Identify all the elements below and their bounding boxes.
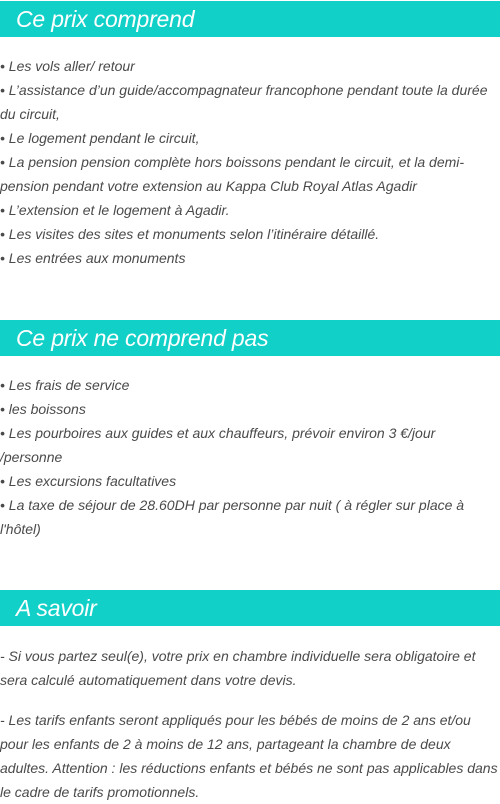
- list-item: • La pension pension complète hors boissons pendant le circuit, et la demi-pension pendant votre extension au Kappa Club Royal Atlas Agadir: [0, 154, 465, 194]
- section-header-a-savoir: [0, 590, 500, 626]
- section-header-not-included: [0, 320, 500, 356]
- paragraph: - Les tarifs enfants seront appliqués pour les bébés de moins de 2 ans et/ou pour les enfants de 2 à moins de 12 ans, partageant la chambre de deux adultes. Attention : les réductions enfants et bébés ne sont pas applicables dans le cadre de tarifs promotionnels.: [0, 712, 498, 800]
- list-item: • Les vols aller/ retour: [0, 58, 135, 74]
- section-title: Ce prix ne comprend pas: [16, 324, 269, 351]
- section-title: Ce prix comprend: [16, 5, 195, 32]
- a-savoir-note-solo: [0, 644, 500, 692]
- list-item: • Les pourboires aux guides et aux chauffeurs, prévoir environ 3 €/jour /personne: [0, 425, 436, 465]
- section-title: A savoir: [16, 594, 97, 621]
- list-item: • Le logement pendant le circuit,: [0, 130, 200, 146]
- list-item: • L’assistance d’un guide/accompagnateur francophone pendant toute la durée du circuit,: [0, 82, 488, 122]
- paragraph: - Si vous partez seul(e), votre prix en chambre individuelle sera obligatoire et sera calculé automatiquement dans votre devis.: [0, 648, 476, 688]
- list-item: • Les entrées aux monuments: [0, 250, 186, 266]
- list-item: • Les frais de service: [0, 377, 130, 393]
- list-item: • Les excursions facultatives: [0, 473, 177, 489]
- not-included-list: [0, 373, 500, 541]
- list-item: • les boissons: [0, 401, 86, 417]
- list-item: • L’extension et le logement à Agadir.: [0, 202, 230, 218]
- section-header-included: [0, 1, 500, 37]
- list-item: • Les visites des sites et monuments selon l’itinéraire détaillé.: [0, 226, 380, 242]
- list-item: • La taxe de séjour de 28.60DH par personne par nuit ( à régler sur place à l'hôtel): [0, 497, 465, 537]
- a-savoir-note-children: [0, 708, 500, 804]
- included-list: [0, 54, 500, 270]
